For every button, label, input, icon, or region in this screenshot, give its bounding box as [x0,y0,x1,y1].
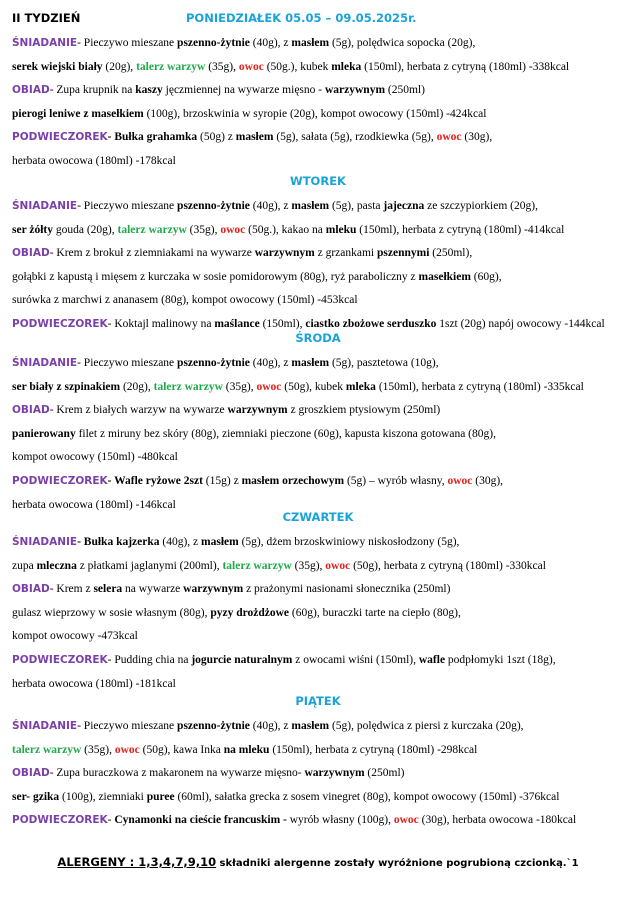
menu-line [12,246,630,260]
allergen-text: warzywnym [183,583,244,596]
menu-line [12,154,630,168]
allergen-text: pszenno-żytnie [177,200,250,212]
menu-text: (30g), [472,475,504,487]
allergen-text: warzywnym [254,247,315,260]
menu-text: (250ml), [429,247,473,260]
menu-text: (20g), [120,380,154,393]
menu-text: (100g), brzoskwinia w syropie (20g), kompot owocowy (150ml) -424kcal [143,107,487,120]
menu-text: - Pieczywo mieszane [77,200,178,212]
menu-text: z grzankami [314,247,377,260]
menu-text: wyrób własny (100g), [286,814,394,827]
menu-line [12,677,630,691]
menu-text: (40g), z [159,536,202,548]
menu-line [12,130,630,144]
menu-line [12,83,630,97]
allergen-text: masłem [291,720,330,732]
allergen-text: masłem [201,536,239,548]
menu-text: z groszkiem ptysiowym (250ml) [287,404,441,417]
menu-text: (250ml) [364,767,405,780]
allergen-text: masłem [291,200,330,212]
menu-line [12,766,630,780]
day-heading-1: PONIEDZIAŁEK 05.05 – 09.05.2025r. [186,11,417,25]
meal-label: ŚNIADANIE [12,37,78,49]
allergen-text: masłem [291,357,330,369]
day-heading-4: CZWARTEK [282,510,354,524]
menu-line [12,317,630,331]
day-heading-2: WTOREK [290,174,346,188]
menu-text: (50g.), kakao na [245,223,326,236]
meal-label: OBIAD [12,404,50,417]
menu-text: surówka z marchwi z ananasem (80g), kompot owocowy (150ml) -453kcal [12,294,358,307]
menu-text: gouda (20g), [52,223,118,236]
menu-text: (35g), [81,743,115,756]
fruit-text: owoc [238,60,264,73]
menu-line [12,653,630,667]
menu-line [12,813,630,827]
menu-line [12,606,630,620]
menu-text: kompot owocowy (150ml) -480kcal [12,451,178,464]
meal-label: ŚNIADANIE [12,357,78,369]
menu-text: 1szt (20g) napój owocowy -144kcal [436,318,605,330]
allergen-text: Cynamonki na cieście francuskim - [114,814,287,827]
allergen-text: masłem orzechowym [241,475,345,487]
vegetables-text: talerz warzyw [117,223,187,236]
menu-text: herbata owocowa (180ml) -181kcal [12,677,176,690]
allergen-text: jajeczna [383,200,425,212]
allergen-text: ser biały z szpinakiem [12,380,121,393]
allergen-text: kaszy [135,84,163,97]
menu-text: (30g), herbata owocowa -180kcal [418,814,577,827]
menu-text: zupa [12,559,37,572]
vegetables-text: talerz warzyw [222,559,292,572]
menu-text: - Koktajl malinowy na [107,318,215,330]
menu-text: z płatkami jaglanymi (200ml), [76,559,223,572]
allergen-text: masłem [291,37,330,49]
menu-text: (5g) – wyrób własny, [344,475,448,487]
menu-text: (40g), z [249,37,292,49]
menu-line [12,582,630,596]
allergen-footer [0,855,636,869]
allergen-text: puree [146,790,175,803]
menu-line [12,293,630,307]
menu-text: (150ml), herbata z cytryną (180ml) -335kcal [375,380,584,393]
menu-line [12,743,630,757]
menu-text: (50g.), kubek [263,60,332,73]
allergen-text: mleczna [36,559,77,572]
allergen-text: ciastko zbożowe serduszko [305,318,437,330]
meal-label: PODWIECZOREK [12,318,108,330]
menu-text: (5g), polędwica sopocka (20g), [329,37,476,49]
allergen-text: warzywnym [304,767,365,780]
day-heading-3: ŚRODA [295,331,341,345]
meal-label: ŚNIADANIE [12,536,78,548]
menu-text: (40g), z [249,720,292,732]
allergen-text: warzywnym [324,84,386,97]
menu-text: (60ml), sałatka grecka z sosem vinegret (80g), kompot owocowy (150ml) -376kcal [174,790,560,803]
allergen-text: - Bułka kajzerka [77,536,160,548]
menu-line [12,36,630,50]
menu-line [12,356,630,370]
allergen-text: pszennymi [377,247,430,260]
menu-line [12,380,630,394]
menu-text: - Pieczywo mieszane [77,37,178,49]
menu-text: (50g), kubek [281,380,346,393]
allergen-text: - Bułka grahamka [107,131,198,144]
allergen-text: mleka [331,60,362,73]
allergen-text: pszenno-żytnie [177,720,250,732]
meal-label: PODWIECZOREK [12,475,108,487]
menu-line [12,270,630,284]
menu-text: - Pieczywo mieszane [77,357,178,369]
allergen-text: masełkiem [418,270,471,283]
menu-text: - Zupa buraczkowa z makaronem na wywarze mięsno- [49,767,305,780]
meal-label: ŚNIADANIE [12,720,78,732]
menu-text: (20g), [102,60,137,73]
menu-text: (35g), [205,60,239,73]
menu-text: - Zupa krupnik na [49,84,136,97]
menu-text: na wywarze [122,583,184,596]
menu-text: podpłomyki 1szt (18g), [445,654,556,666]
allergen-text: ser- gzika [12,790,60,803]
menu-text: (5g), polędwica z piersi z kurczaka (20g), [329,720,524,732]
allergen-text: - Wafle ryżowe 2szt [107,475,203,487]
menu-text: (50g), kawa Inka [139,743,224,756]
menu-line [12,60,630,74]
allergen-text: panierowany [12,427,76,440]
vegetables-text: talerz warzyw [136,60,206,73]
meal-label: OBIAD [12,84,50,97]
menu-text: (30g), [461,131,493,144]
menu-text: (15g) z [202,475,242,487]
fruit-text: owoc [220,223,246,236]
menu-text: (150ml), herbata z cytryną (180ml) -338kcal [361,60,570,73]
allergen-text: maślance [214,318,260,330]
menu-text: - [107,814,115,827]
menu-text: gołąbki z kapustą i mięsem z kurczaka w sosie pomidorowym (80g), ryż paraboliczny z [12,270,419,283]
menu-text: (5g), pasztetowa (10g), [329,357,439,369]
menu-line [12,474,630,488]
menu-text: (150ml), herbata z cytryną (180ml) -414kcal [356,223,565,236]
menu-line [12,107,630,121]
allergen-text: pszenno-żytnie [177,357,250,369]
vegetables-text: talerz warzyw [12,743,82,756]
menu-text: (35g), [186,223,221,236]
menu-text: gulasz wieprzowy w sosie własnym (80g), [12,606,211,619]
meal-label: OBIAD [12,767,50,780]
menu-text: (150ml), herbata z cytryną (180ml) -298kcal [269,743,478,756]
menu-line [12,535,630,549]
meal-label: ŚNIADANIE [12,200,78,212]
menu-text: (250ml) [385,84,425,97]
menu-text: - Krem z [49,583,94,596]
meal-label: PODWIECZOREK [12,654,108,666]
menu-text: z prażonymi nasionami słonecznika (250ml) [243,583,451,596]
menu-text: (60g), buraczki tarte na ciepło (80g), [289,606,461,619]
allergen-text: pszenno-żytnie [177,37,250,49]
menu-text: (40g), z [249,200,292,212]
allergen-text: selera [93,583,123,596]
meal-label: PODWIECZOREK [12,814,108,827]
allergen-note: składniki alergenne zostały wyróżnione pogrubioną czcionką.`1 [216,858,579,869]
menu-text: (50g), herbata z cytryną (180ml) -330kcal [350,559,546,572]
menu-text: jęczmiennej na wywarze mięsno - [162,84,325,97]
allergen-text: na mleku [223,743,270,756]
menu-line [12,403,630,417]
menu-line [12,629,630,643]
menu-text: (5g), sałata (5g), rzodkiewka (5g), [273,131,437,144]
fruit-text: owoc [114,743,140,756]
menu-line [12,427,630,441]
menu-line [12,223,630,237]
allergen-text: ser żółty [12,223,53,236]
menu-line [12,450,630,464]
menu-text: - Pudding chia na [107,654,192,666]
meal-label: PODWIECZOREK [12,131,108,144]
allergen-text: warzywnym [227,404,288,417]
menu-text: (50g) z [197,131,236,144]
menu-text: (5g), dżem brzoskwiniowy niskosłodzony (5g), [238,536,460,548]
allergen-text: pierogi leniwe z masełkiem [12,107,144,120]
menu-line [12,559,630,573]
menu-text: (60g), [470,270,502,283]
fruit-text: owoc [393,814,419,827]
menu-text: z owocami wiśni (150ml), [292,654,419,666]
allergen-text: wafle [418,654,446,666]
fruit-text: owoc [256,380,282,393]
allergen-text: mleka [345,380,376,393]
menu-text: herbata owocowa (180ml) -178kcal [12,155,176,167]
allergen-text: serek wiejski biały [12,60,103,73]
allergen-text: pyzy drożdżowe [210,606,290,619]
allergen-list: ALERGENY : 1,3,4,7,9,10 [57,855,217,869]
menu-text: herbata owocowa (180ml) -146kcal [12,498,176,511]
fruit-text: owoc [325,559,351,572]
allergen-text: mleku [325,223,357,236]
menu-text: - Pieczywo mieszane [77,720,178,732]
menu-text: ze szczypiorkiem (20g), [424,200,538,212]
fruit-text: owoc [447,475,473,487]
week-label: II TYDZIEŃ [12,11,81,25]
menu-line [12,199,630,213]
menu-line [12,790,630,804]
menu-text: - Krem z brokuł z ziemniakami na wywarze [49,247,255,260]
menu-text: (35g), [291,559,326,572]
day-heading-5: PIĄTEK [295,694,341,708]
menu-text: (150ml), [259,318,306,330]
allergen-text: masłem [235,131,274,144]
menu-text: (5g), pasta [329,200,384,212]
menu-text: (40g), z [249,357,292,369]
allergen-text: jogurcie naturalnym [191,654,293,666]
meal-label: OBIAD [12,247,50,260]
vegetables-text: talerz warzyw [153,380,223,393]
menu-line [12,719,630,733]
menu-text: - Krem z białych warzyw na wywarze [49,404,228,417]
menu-text: (35g), [222,380,257,393]
fruit-text: owoc [436,131,462,144]
menu-text: filet z miruny bez skóry (80g), ziemniaki pieczone (60g), kapusta kiszona gotowana (80g), [75,427,496,440]
meal-label: OBIAD [12,583,50,596]
menu-text: kompot owocowy -473kcal [12,630,138,643]
menu-text: (100g), ziemniaki [59,790,147,803]
